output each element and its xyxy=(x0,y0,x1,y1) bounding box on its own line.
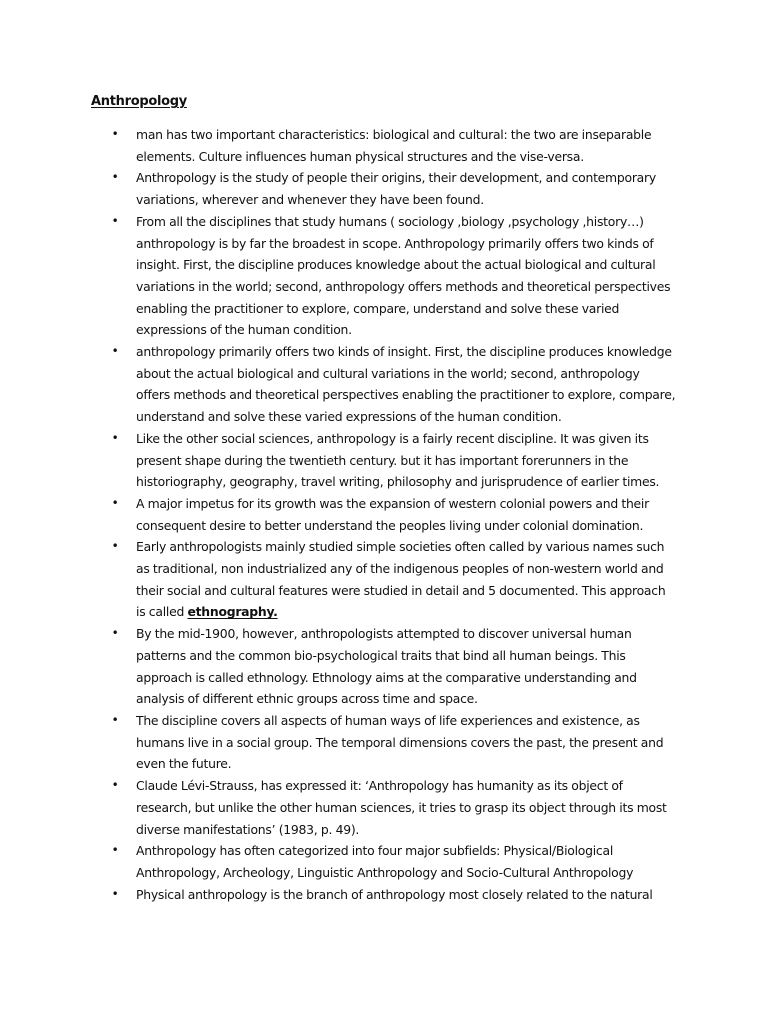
list-item-text: A major impetus for its growth was the expansion of western colonial powers and their consequent desire to better understand the peoples living under colonial domination. xyxy=(136,495,649,533)
list-item xyxy=(0,124,676,167)
bullet-icon: • xyxy=(111,170,119,185)
bullet-list xyxy=(0,124,768,905)
list-item xyxy=(0,775,676,840)
bullet-icon: • xyxy=(111,778,119,793)
list-item xyxy=(0,710,676,775)
bullet-icon: • xyxy=(111,430,119,445)
list-item-text: By the mid-1900, however, anthropologists attempted to discover universal human patterns and the common bio-psychological traits that bind all human beings. This approach is called ethnology. Ethnology aims at the comparative understanding and analysis of different ethnic groups across time and space. xyxy=(136,626,637,707)
list-item xyxy=(0,884,676,906)
bullet-icon: • xyxy=(111,213,119,228)
list-item xyxy=(0,623,676,710)
bullet-icon: • xyxy=(111,712,119,727)
list-item-text: Physical anthropology is the branch of anthropology most closely related to the natural xyxy=(136,886,653,902)
list-item-text: Anthropology has often categorized into four major subfields: Physical/Biological Anthropology, Archeology, Linguistic Anthropology and Socio-Cultural Anthropology xyxy=(136,843,634,880)
list-item-text: Anthropology is the study of people their origins, their development, and contemporary variations, wherever and whenever they have been found. xyxy=(136,170,656,208)
bullet-icon: • xyxy=(111,344,119,359)
bullet-icon: • xyxy=(111,886,119,901)
bullet-icon: • xyxy=(111,626,119,641)
list-item xyxy=(0,840,676,883)
list-item xyxy=(0,167,676,210)
list-item-text: The discipline covers all aspects of human ways of life experiences and existence, as humans live in a social group. The temporal dimensions covers the past, the present and even the future. xyxy=(136,712,664,772)
list-item xyxy=(0,211,676,341)
document-title: Anthropology xyxy=(91,94,187,109)
emphasized-term: ethnography. xyxy=(187,604,278,620)
list-item-text: From all the disciplines that study humans ( sociology ,biology ,psychology ,history…) anthropology is by far the broadest in scope. Anthropology primarily offers two kinds of insight. First, the discipline produces knowledge about the actual biological and cultural variations in the world; second, anthropology offers methods and theoretical perspectives enabling the practitioner to explore, compare, understand and solve these varied expressions of the human condition. xyxy=(136,213,671,338)
list-item xyxy=(0,493,676,536)
bullet-icon: • xyxy=(111,539,119,554)
list-item-text: anthropology primarily offers two kinds of insight. First, the discipline produces knowledge about the actual biological and cultural variations in the world; second, anthropology offers methods and theoretical perspectives enabling the practitioner to explore, compare, understand and solve these varied expressions of the human condition. xyxy=(136,344,676,425)
list-item xyxy=(0,428,676,493)
bullet-icon: • xyxy=(111,843,119,858)
list-item-text: man has two important characteristics: biological and cultural: the two are inseparable elements. Culture influences human physical structures and the vise-versa. xyxy=(136,127,652,164)
list-item xyxy=(0,341,676,428)
list-item xyxy=(0,536,676,623)
bullet-icon: • xyxy=(111,495,119,510)
list-item-text: Claude Lévi-Strauss, has expressed it: ‘Anthropology has humanity as its object of research, but unlike the other human sciences, it tries to grasp its object through its most diverse manifestations’ (1983, p. 49). xyxy=(136,778,667,837)
bullet-icon: • xyxy=(111,127,119,141)
list-item-text: Like the other social sciences, anthropology is a fairly recent discipline. It was given its present shape during the twentieth century. but it has important forerunners in the historiography, geography, travel writing, philosophy and jurisprudence of earlier times. xyxy=(136,430,660,490)
list-item-text: Early anthropologists mainly studied simple societies often called by various names such as traditional, non industrialized any of the indigenous peoples of non-western world and their social and cultural features were studied in detail and 5 documented. This approach is called xyxy=(136,539,666,620)
